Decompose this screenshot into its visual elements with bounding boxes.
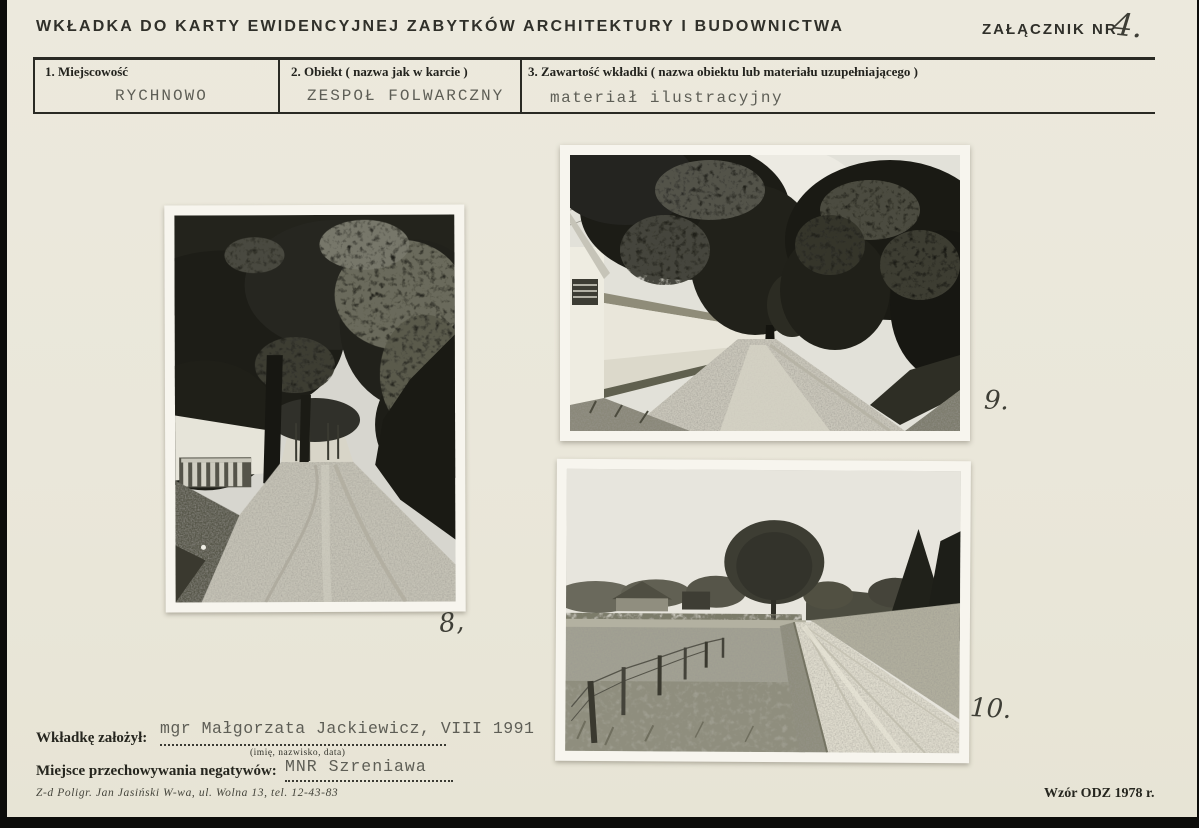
print-shop-line: Z-d Poligr. Jan Jasiński W-wa, ul. Wolna 13, tel. 12-43-83 — [36, 787, 339, 799]
author-label: Wkładkę założył: — [36, 730, 148, 746]
field-label-zawartosc: 3. Zawartość wkładki ( nazwa obiektu lub materiału uzupełniającego ) — [528, 64, 919, 79]
author-hint: (imię, nazwisko, data) — [250, 748, 346, 758]
field-value-obiekt: ZESPOŁ FOLWARCZNY — [307, 87, 505, 105]
photo-10-number-handwritten: 10. — [969, 692, 1013, 726]
photo-9 — [560, 145, 970, 441]
page-title: WKŁADKA DO KARTY EWIDENCYJNEJ ZABYTKÓW ARCHITEKTURY I BUDOWNICTWA — [36, 18, 845, 35]
table-divider-1 — [278, 59, 280, 112]
photo-9-number-handwritten: 9. — [983, 385, 1010, 417]
photo-8-number-handwritten: 8, — [437, 606, 466, 640]
attachment-label: ZAŁĄCZNIK NR — [982, 21, 1118, 38]
table-top-rule — [33, 57, 1155, 60]
form-code: Wzór ODZ 1978 r. — [1044, 786, 1155, 801]
photo-10 — [555, 459, 971, 764]
attachment-number-handwritten: 4. — [1111, 6, 1145, 46]
field-label-miejscowosc: 1. Miejscowość — [45, 64, 129, 79]
photo-10-image — [565, 469, 961, 753]
field-value-zawartosc: materiał ilustracyjny — [550, 89, 784, 107]
photo-8-image — [174, 215, 455, 603]
photo-9-image — [570, 155, 960, 431]
photo-8 — [164, 204, 465, 612]
table-divider-2 — [520, 59, 522, 112]
paper-sheet — [7, 0, 1197, 817]
negatives-label: Miejsce przechowywania negatywów: — [36, 763, 277, 779]
author-value-typed: mgr Małgorzata Jackiewicz, VIII 1991 — [160, 719, 535, 738]
field-label-obiekt: 2. Obiekt ( nazwa jak w karcie ) — [291, 64, 468, 79]
table-left-rule — [33, 57, 35, 114]
negatives-value-typed: MNR Szreniawa — [285, 757, 427, 776]
field-value-miejscowosc: RYCHNOWO — [115, 87, 208, 105]
table-bottom-rule — [33, 112, 1155, 114]
